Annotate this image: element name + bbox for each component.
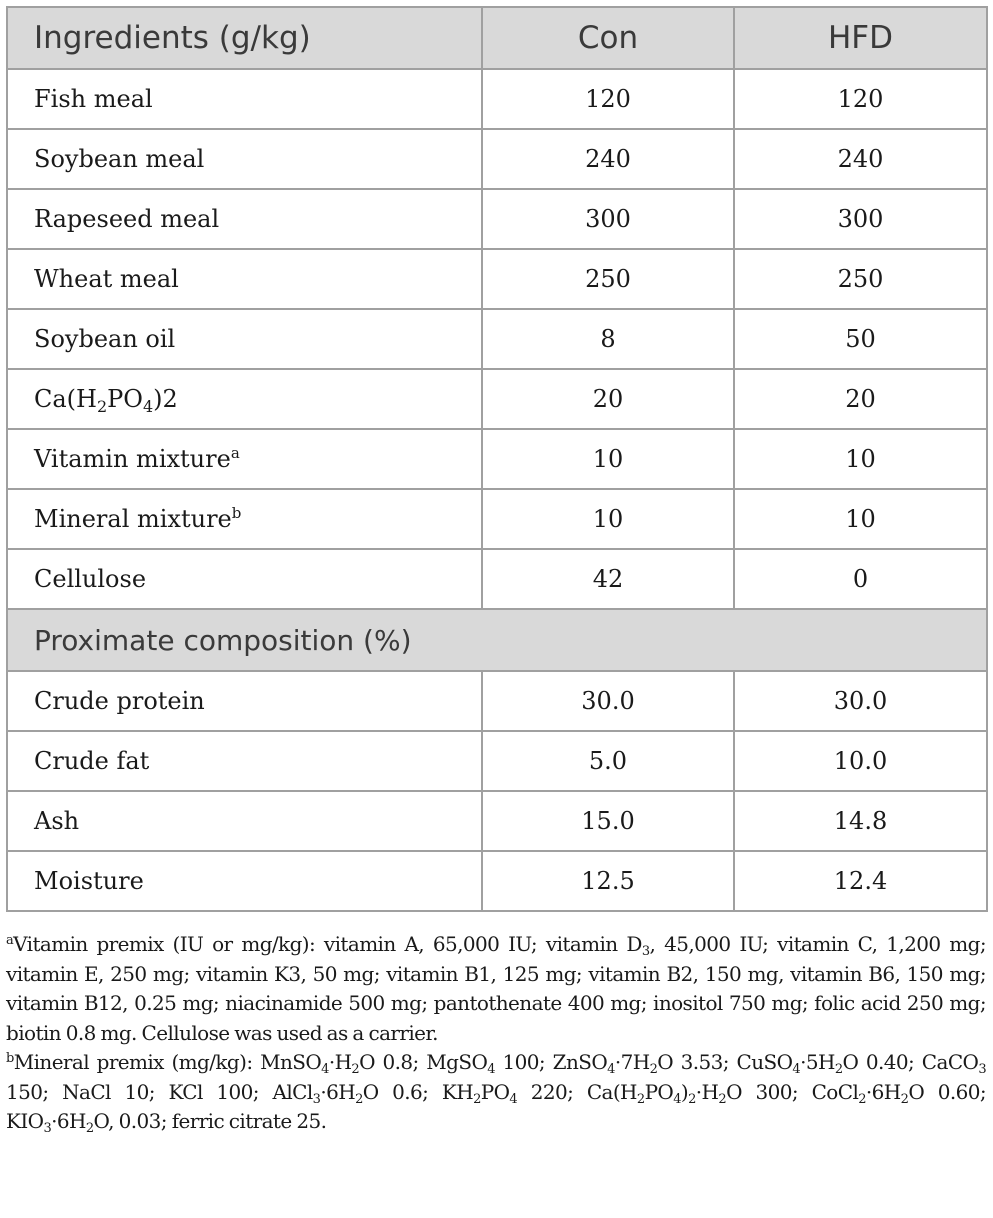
footnote-mark: a (230, 444, 240, 462)
hfd-value: 0 (734, 549, 987, 609)
footnote-mark: b (6, 1051, 14, 1066)
con-value: 30.0 (482, 671, 734, 731)
table-row (7, 489, 987, 549)
table-row (7, 69, 987, 129)
diet-composition-table (6, 6, 988, 912)
ingredient-name: Vitamin mixture$^a$ (7, 429, 482, 489)
proximate-name: Ash (7, 791, 482, 851)
hfd-value: 14.8 (734, 791, 987, 851)
table-footnotes (6, 930, 986, 1137)
table-figure (6, 6, 986, 1137)
con-value: 15.0 (482, 791, 734, 851)
table-row (7, 791, 987, 851)
table-row (7, 249, 987, 309)
hfd-value: 50 (734, 309, 987, 369)
ingredient-name: Fish meal (7, 69, 482, 129)
hfd-value: 240 (734, 129, 987, 189)
table-row (7, 731, 987, 791)
table-row (7, 129, 987, 189)
ingredient-name: Cellulose (7, 549, 482, 609)
table-row (7, 369, 987, 429)
table-row (7, 549, 987, 609)
table-row (7, 851, 987, 911)
proximate-name: Crude protein (7, 671, 482, 731)
ingredient-name: Mineral mixture$^b$ (7, 489, 482, 549)
hfd-value: 10 (734, 429, 987, 489)
con-value: 42 (482, 549, 734, 609)
con-value: 10 (482, 429, 734, 489)
hfd-value: 300 (734, 189, 987, 249)
hfd-value: 20 (734, 369, 987, 429)
con-value: 5.0 (482, 731, 734, 791)
footnote-b: $^b$Mineral premix (mg/kg): $MnSO_4\cdot H_2O$ 0.8; MgSO$_4$ 100; $ZnSO_4\cdot 7H_2O$ 3.53; $CuSO_4\cdot 5H_2O$ 0.40; CaCO$_3$ 150; NaCl 10; KCl 100; $AlCl_3\cdot 6H_2O$ 0.6; $KH_2PO_4$ 220; $Ca(H_2PO_4)_2\cdot H_2O$ 300; $CoCl_2\cdot 6H_2O$ 0.60; $KIO_3\cdot 6H_2O$, 0.03; ferric citrate 25. (6, 1050, 987, 1136)
header-hfd: HFD (734, 7, 987, 69)
ingredient-name: Soybean oil (7, 309, 482, 369)
con-value: 8 (482, 309, 734, 369)
hfd-value: 10.0 (734, 731, 987, 791)
section-title: Proximate composition (%) (7, 609, 987, 671)
con-value: 20 (482, 369, 734, 429)
con-value: 250 (482, 249, 734, 309)
hfd-value: 30.0 (734, 671, 987, 731)
con-value: 12.5 (482, 851, 734, 911)
con-value: 10 (482, 489, 734, 549)
table-row (7, 189, 987, 249)
table-row (7, 671, 987, 731)
footnote-a: $^a$Vitamin premix (IU or mg/kg): vitamin A, 65,000 IU; vitamin $D_3$, 45,000 IU; vitamin C, 1,200 mg; vitamin E, 250 mg; vitamin K3, 50 mg; vitamin B1, 125 mg; vitamin B2, 150 mg, vitamin B6, 150 mg; vitamin B12, 0.25 mg; niacinamide 500 mg; pantothenate 400 mg; inositol 750 mg; folic acid 250 mg; biotin 0.8 mg. Cellulose was used as a carrier. (6, 932, 987, 1045)
ingredient-name: $Ca(H_2PO_4)2$ (7, 369, 482, 429)
table-row (7, 309, 987, 369)
con-value: 240 (482, 129, 734, 189)
hfd-value: 10 (734, 489, 987, 549)
header-con: Con (482, 7, 734, 69)
proximate-name: Moisture (7, 851, 482, 911)
footnote-mark: b (231, 504, 242, 522)
con-value: 120 (482, 69, 734, 129)
hfd-value: 250 (734, 249, 987, 309)
section-row (7, 609, 987, 671)
con-value: 300 (482, 189, 734, 249)
ingredient-name: Rapeseed meal (7, 189, 482, 249)
ingredient-name: Soybean meal (7, 129, 482, 189)
ingredient-name: Wheat meal (7, 249, 482, 309)
hfd-value: 120 (734, 69, 987, 129)
header-ingredients: Ingredients (g/kg) (7, 7, 482, 69)
hfd-value: 12.4 (734, 851, 987, 911)
proximate-name: Crude fat (7, 731, 482, 791)
footnote-mark: a (6, 933, 14, 948)
header-row (7, 7, 987, 69)
table-row (7, 429, 987, 489)
